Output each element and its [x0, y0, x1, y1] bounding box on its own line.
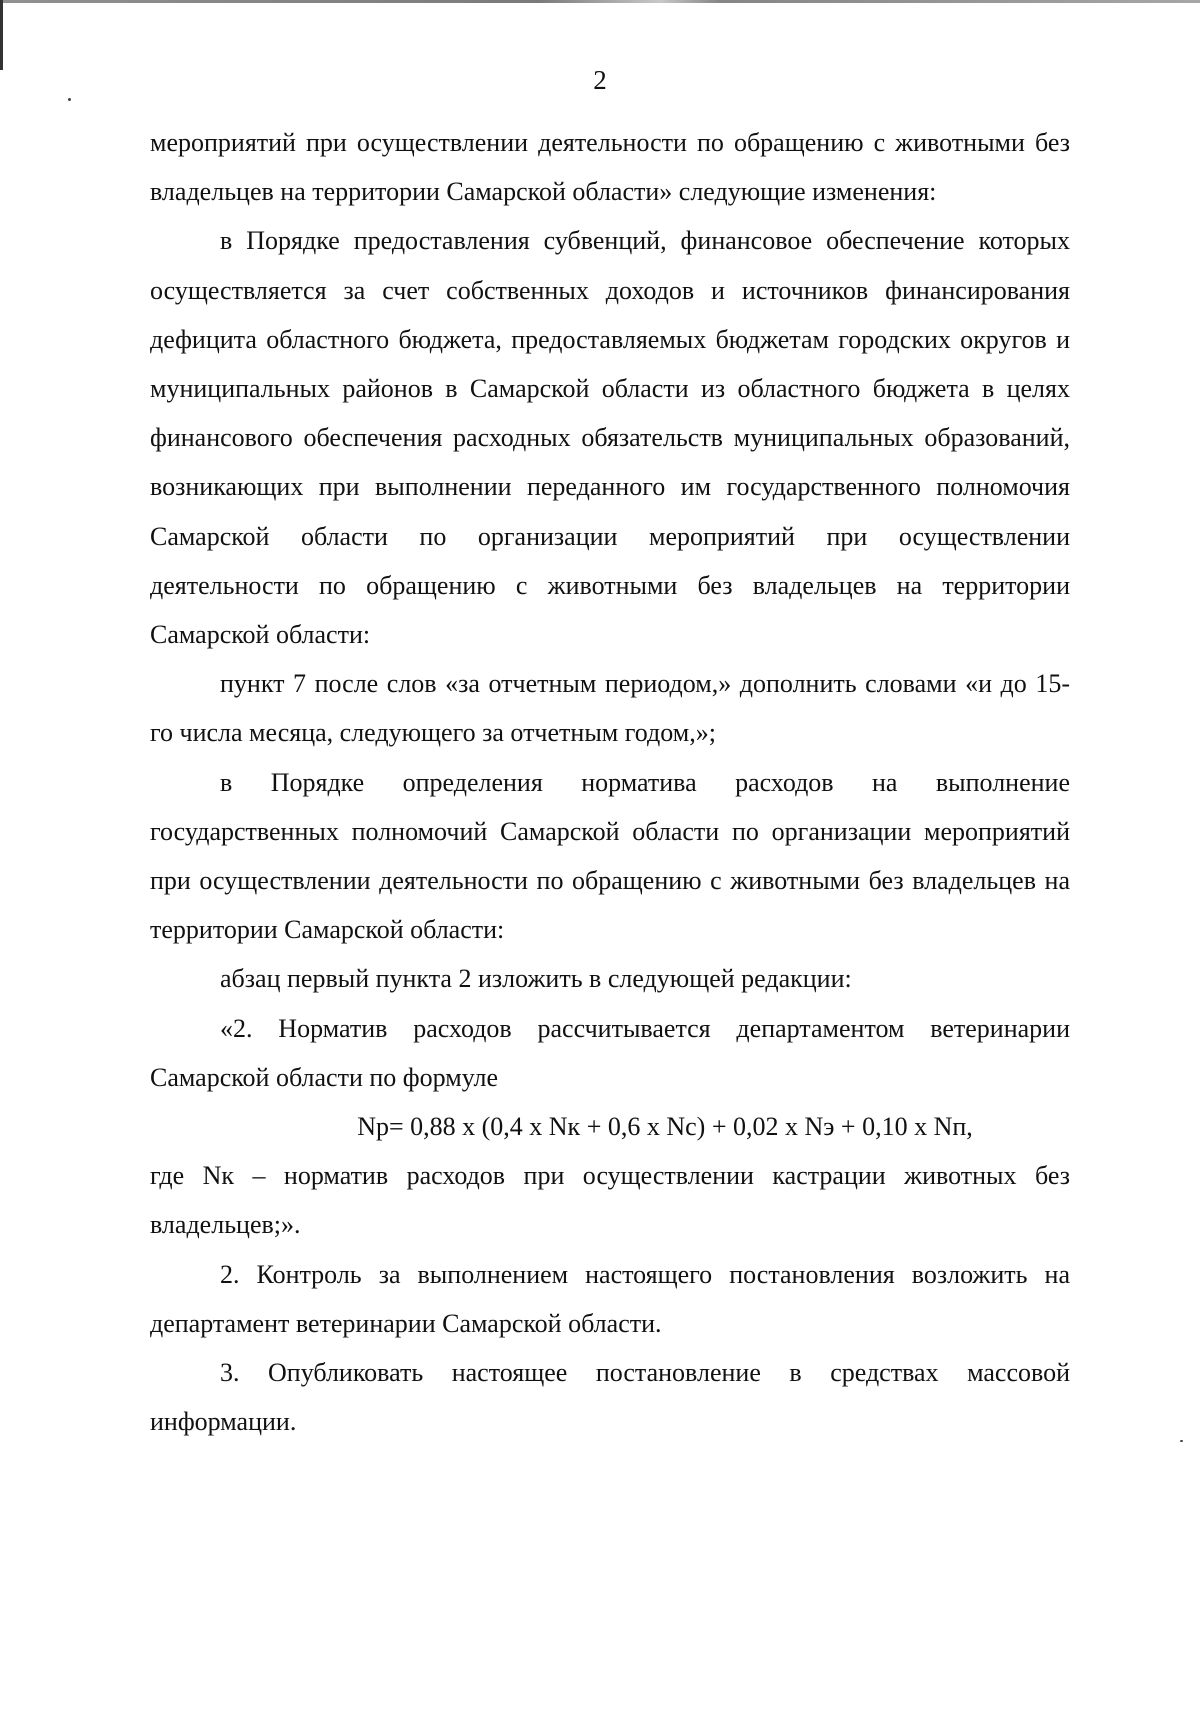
page-number: 2 [593, 65, 607, 95]
document-body [150, 118, 1070, 1446]
paragraph-continuation: мероприятий при осуществлении деятельности по обращению с животными без владельцев на территории Самарской области» следующие изменения: [150, 128, 1070, 207]
paragraph-point-2-amendment: абзац первый пункта 2 изложить в следующей редакции: [220, 964, 852, 994]
paragraph-subvention-order: в Порядке предоставления субвенций, финансовое обеспечение которых осуществляется за счет собственных доходов и источников финансирования дефицита областного бюджета, предоставляемых бюджетам городских округов и муниципальных районов в Самарской области из областного бюджета в целях финансового обеспечения расходных обязательств муниципальных образований, возникающих при выполнении переданного им государственного полномочия Самарской области по организации мероприятий при осуществлении деятельности по обращению с животными без владельцев на территории Самарской области: [150, 226, 1070, 650]
paragraph-control: 2. Контроль за выполнением настоящего постановления возложить на департамент ветеринарии Самарской области. [150, 1259, 1070, 1338]
scan-speck [68, 98, 71, 101]
scan-border-left [0, 0, 3, 70]
paragraph-point-7-amendment: пункт 7 после слов «за отчетным периодом,» дополнить словами «и до 15-го числа месяца, следующего за отчетным годом,»; [150, 669, 1070, 748]
paragraph-norm-calculation: «2. Норматив расходов рассчитывается департаментом ветеринарии Самарской области по формуле [150, 1013, 1070, 1092]
paragraph-norm-order: в Порядке определения норматива расходов на выполнение государственных полномочий Самарской области по организации мероприятий при осуществлении деятельности по обращению с животными без владельцев на территории Самарской области: [150, 767, 1070, 945]
paragraph-formula-definition: где Nк – норматив расходов при осуществлении кастрации животных без владельцев;». [150, 1161, 1070, 1240]
scan-border-top [0, 0, 1200, 3]
norm-formula: Nр= 0,88 x (0,4 x Nк + 0,6 x Nс) + 0,02 x Nэ + 0,10 x Nп, [357, 1112, 973, 1142]
paragraph-publication: 3. Опубликовать настоящее постановление в средствах массовой информации. [150, 1358, 1070, 1437]
scan-speck [1180, 1440, 1183, 1442]
